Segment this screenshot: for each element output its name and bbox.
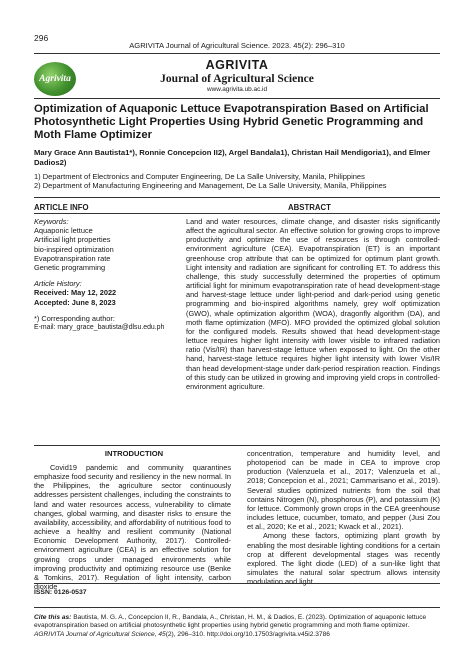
brand-name: AGRIVITA	[205, 58, 269, 72]
intro-right-column	[247, 449, 440, 586]
citation-journal: AGRIVITA Journal of Agricultural Science, 45	[34, 630, 166, 638]
citation-label: Cite this as:	[34, 614, 72, 621]
journal-name: Journal of Agricultural Science	[160, 73, 314, 85]
issn: ISSN: 0126-0537	[34, 589, 87, 596]
logo-text: Agrivita	[39, 74, 71, 84]
keyword: Aquaponic lettuce	[34, 226, 93, 236]
intro-paragraph: Among these factors, optimizing plant growth by enabling the most desirable lighting conditions for a certain crop at different developmental stages was recently explored. The light diode (LED) of a sun-like light that simulates the natural solar spectrum allows intensity modulation and light	[247, 531, 440, 587]
keyword: Genetic programming	[34, 263, 106, 273]
journal-brand	[0, 58, 474, 93]
keywords-label: Keywords:	[34, 217, 69, 226]
section-rule	[34, 197, 440, 198]
received-date: Received: May 12, 2022	[34, 288, 117, 298]
citation-rule	[34, 607, 440, 608]
citation-text: Bautista, M. G. A., Concepcion II, R., Bandala, A., Christan, H. M., & Dadios, E. (2023). Optimization of aquaponic lettuce evapotranspiration based on artificial photosynthetic light properties using hybrid genetic programming and moth flame optimizer.	[34, 614, 427, 630]
keyword: Evapotranspiration rate	[34, 253, 111, 263]
heading-rule	[34, 213, 440, 214]
header-rule	[34, 53, 440, 54]
title-rule	[34, 98, 440, 99]
abstract-text: Land and water resources, climate change, and disaster risks significantly affect the agricultural sector. An effective solution for growing crops to improve productivity and optimize the use of resources is through controlled-environment agriculture (CEA). Evapotranspiration (ET) is an important greenhouse crop attribute that can be optimized for optimum plant growth. Light intensity and radiation are significant for controlling ET. To address this challenge, this study successfully determined the properties of optimum artificial light for minimum evapotranspiration rate of head development-stage and harvest-stage lettuce under light-period and dark-period using genetic programming and bio-inspired algorithms namely, grey wolf optimization (GWO), whale optimization algorithm (WOA), dragonfly algorithm (DA), and moth flame optimization (MFO). MFO provided the optimized global solution for the configured models. Results showed that head development-stage lettuce requires higher light intensity with lower visible to infrared radiation ratio (Vis/IR) than harvest-stage lettuce when exposed to light. On the other hand, harvest-stage lettuce requires higher light intensity with lower Vis/IR than head development-stage under dark-period respiration reaction. Findings of this study can be utilized in growing and improving yield crops in controlled-environment agriculture.	[186, 217, 440, 391]
article-info-panel	[34, 217, 174, 332]
article-info-heading: ARTICLE INFO	[34, 203, 89, 212]
intro-left-column: Covid19 pandemic and community quarantines emphasize food security and resiliency in the new normal. In the Philippines, the agriculture sector continuously addresses persistent challenges, including the constraints to land and water resources access, vulnerability to climate changes, global warming, and disaster risks to ensure the availability, accessibility, and affordability of nutritious food to achieve a healthy and resilient community (National Economic Development Authority, 2017). Controlled-environment agriculture (CEA) is an effective solution for growing crops under managed environments while improving productivity and optimizing resource use (Benke & Tomkins, 2017). Regulation of light intensity, carbon dioxide	[34, 463, 231, 592]
affiliation-2: 2) Department of Manufacturing Engineering and Management, De La Salle University, Manila, Philippines	[34, 181, 387, 191]
running-head: AGRIVITA Journal of Agricultural Science. 2023. 45(2): 296–310	[129, 41, 345, 50]
history-label: Article History:	[34, 279, 82, 289]
citation-doi[interactable]: (2), 296–310. http://doi.org/10.17503/agrivita.v45i2.3786	[165, 630, 330, 638]
abstract-end-rule	[34, 445, 440, 446]
affiliation-1: 1) Department of Electronics and Computer Engineering, De La Salle University, Manila, Philippines	[34, 172, 365, 181]
corresponding-email[interactable]: E-mail: mary_grace_bautista@dlsu.edu.ph	[34, 324, 165, 332]
page-number: 296	[34, 33, 49, 43]
introduction-heading: INTRODUCTION	[104, 449, 164, 458]
keyword: bio-inspired optimization	[34, 244, 114, 254]
accepted-date: Accepted: June 8, 2023	[34, 297, 116, 307]
article-title: Optimization of Aquaponic Lettuce Evapotranspiration Based on Artificial Photosynthetic Light Properties Using Hybrid Genetic Programming and Moth Flame Optimizer	[34, 103, 429, 142]
intro-paragraph: concentration, temperature and humidity level, and photoperiod can be made in CEA to improve crop production (Valenzuela et al., 2017; Valenzuela et al., 2018; Concepcion et al., 2021; Cammarisano et al., 2019). Several studies optimized nutrients from the soil that contains Nitrogen (N), phosphorous (P), and potassium (K) for lettuce. Commonly grown crops in the CEA greenhouse includes lettuce, cucumber, tomato, and pepper (Jusi Zou et al., 2020; Ke et al., 2021; Kwack et al., 2021).	[247, 449, 440, 532]
affiliations	[34, 172, 444, 191]
keyword: Artificial light properties	[34, 235, 111, 245]
corresponding-label: *) Corresponding author:	[34, 313, 115, 323]
abstract-heading: ABSTRACT	[288, 203, 331, 212]
footer-rule	[34, 583, 440, 584]
journal-url[interactable]: www.agrivita.ub.ac.id	[206, 86, 268, 93]
author-list: Mary Grace Ann Bautista1*), Ronnie Concepcion II2), Argel Bandala1), Christan Hail Mendigoria1), and Elmer Dadios2)	[34, 148, 431, 167]
citation	[34, 614, 440, 639]
